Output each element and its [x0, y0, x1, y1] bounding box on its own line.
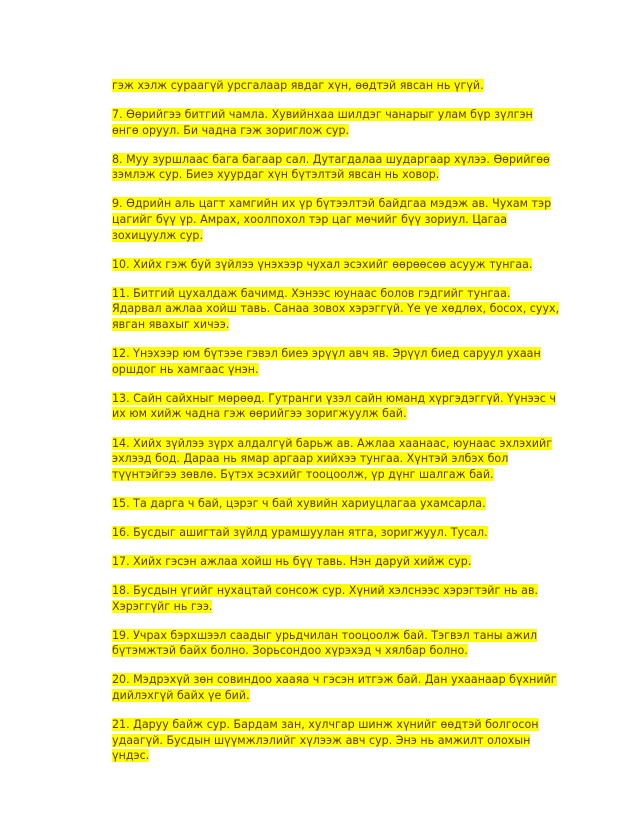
- paragraph-continuation: [112, 78, 562, 94]
- highlighted-text: 12. Үнэхээр юм бүтээе гэвэл биеэ эрүүл авч яв. Эрүүл биед саруул ухаан оршдог нь хамгаас үнэн.: [112, 347, 541, 376]
- highlighted-text: 15. Та дарга ч бай, цэрэг ч бай хувийн хариуцлагаа ухамсарла.: [112, 496, 486, 510]
- paragraph-item-15: [112, 496, 562, 512]
- highlighted-text: 21. Даруу байж сур. Бардам зан, хулчгар шинж хүнийг өөдтэй болгосон удаагүй. Бусдын шүүмжлэлийг хүлээж авч сур. Энэ нь амжилт олохын үндэс.: [112, 718, 539, 763]
- highlighted-text: 9. Өдрийн аль цагт хамгийн их үр бүтээлтэй байдгаа мэдэж ав. Чухам тэр цагийг бүү үр. Амрах, хоолпохол тэр цаг мөчийг бүү зориул. Цагаа зохицуулж сур.: [112, 197, 552, 242]
- paragraph-item-19: [112, 628, 562, 659]
- highlighted-text: 20. Мэдрэхүй зөн совиндоо хааяа ч гэсэн итгэж бай. Дан ухаанаар бүхнийг дийлэхгүй байх үе бий.: [112, 673, 557, 703]
- highlighted-text: 18. Бусдын үгийг нухацтай сонсож сур. Хүний хэлснээс хэрэгтэйг нь ав. Хэрэггүйг нь гээ.: [112, 584, 539, 613]
- paragraph-item-16: [112, 525, 562, 541]
- highlighted-text: 14. Хийх зүйлээ зүрх алдалгүй барьж ав. Ажлаа хаанаас, юунаас эхлэхийг эхлээд бод. Дараа нь ямар аргаар хийхээ тунгаа. Хүнтэй элбэх бол түүнтэйгээ зөвлө. Бүтэх эсэхийг тооцоолж, үр дүнг шалгаж бай.: [112, 436, 553, 481]
- highlighted-text: 8. Муу зуршлаас бага багаар сал. Дутагдалаа шударгаар хүлээ. Өөрийгөө зэмлэж сур. Биеэ хуурдаг хүн бүтэлтэй явсан нь ховор.: [112, 152, 550, 182]
- highlighted-text: 17. Хийх гэсэн ажлаа хойш нь бүү тавь. Нэн даруй хийж сур.: [112, 554, 472, 568]
- highlighted-text: 19. Учрах бэрхшээл саадыг урьдчилан тооцоолж бай. Тэгвэл таны ажил бүтэмжтэй байх болно. Зорьсондоо хүрэхэд ч хялбар болно.: [112, 628, 538, 658]
- paragraph-item-8: [112, 152, 562, 183]
- paragraph-item-18: [112, 583, 562, 614]
- highlighted-text: 7. Өөрийгээ битгий чамла. Хувийнхаа шилдэг чанарыг улам бүр зүлгэн өнгө оруул. Би чадна гэж зориглож сур.: [112, 108, 533, 137]
- paragraph-item-14: [112, 436, 562, 483]
- document-body: [112, 78, 562, 777]
- paragraph-item-9: [112, 196, 562, 243]
- paragraph-item-21: [112, 717, 562, 764]
- paragraph-item-17: [112, 554, 562, 570]
- paragraph-item-11: [112, 286, 562, 333]
- paragraph-item-12: [112, 346, 562, 377]
- paragraph-item-7: [112, 107, 562, 138]
- paragraph-item-10: [112, 257, 562, 273]
- paragraph-item-13: [112, 391, 562, 422]
- highlighted-text: 13. Сайн сайхныг мөрөөд. Гутранги үзэл сайн юманд хүргэдэггүй. Үүнээс ч их юм хийж чадна гэж өөрийгээ зоригжуулж бай.: [112, 391, 556, 421]
- paragraph-item-20: [112, 672, 562, 703]
- highlighted-text: 10. Хийх гэж буй зүйлээ үнэхээр чухал эсэхийг өөрөөсөө асууж тунгаа.: [112, 257, 533, 271]
- highlighted-text: гэж хэлж сураагүй урсгалаар явдаг хүн, өөдтэй явсан нь үгүй.: [112, 79, 484, 92]
- highlighted-text: 16. Бусдыг ашигтай зүйлд урамшуулан ятга, зоригжуул. Тусал.: [112, 525, 488, 539]
- highlighted-text: 11. Битгий цухалдаж бачимд. Хэнээс юунаас болов гэдгийг тунгаа. Ядарвал ажлаа хойш тавь. Санаа зовох хэрэггүй. Үе үе хөдлөх, босох, суух, явган явахыг хичээ.: [112, 286, 560, 332]
